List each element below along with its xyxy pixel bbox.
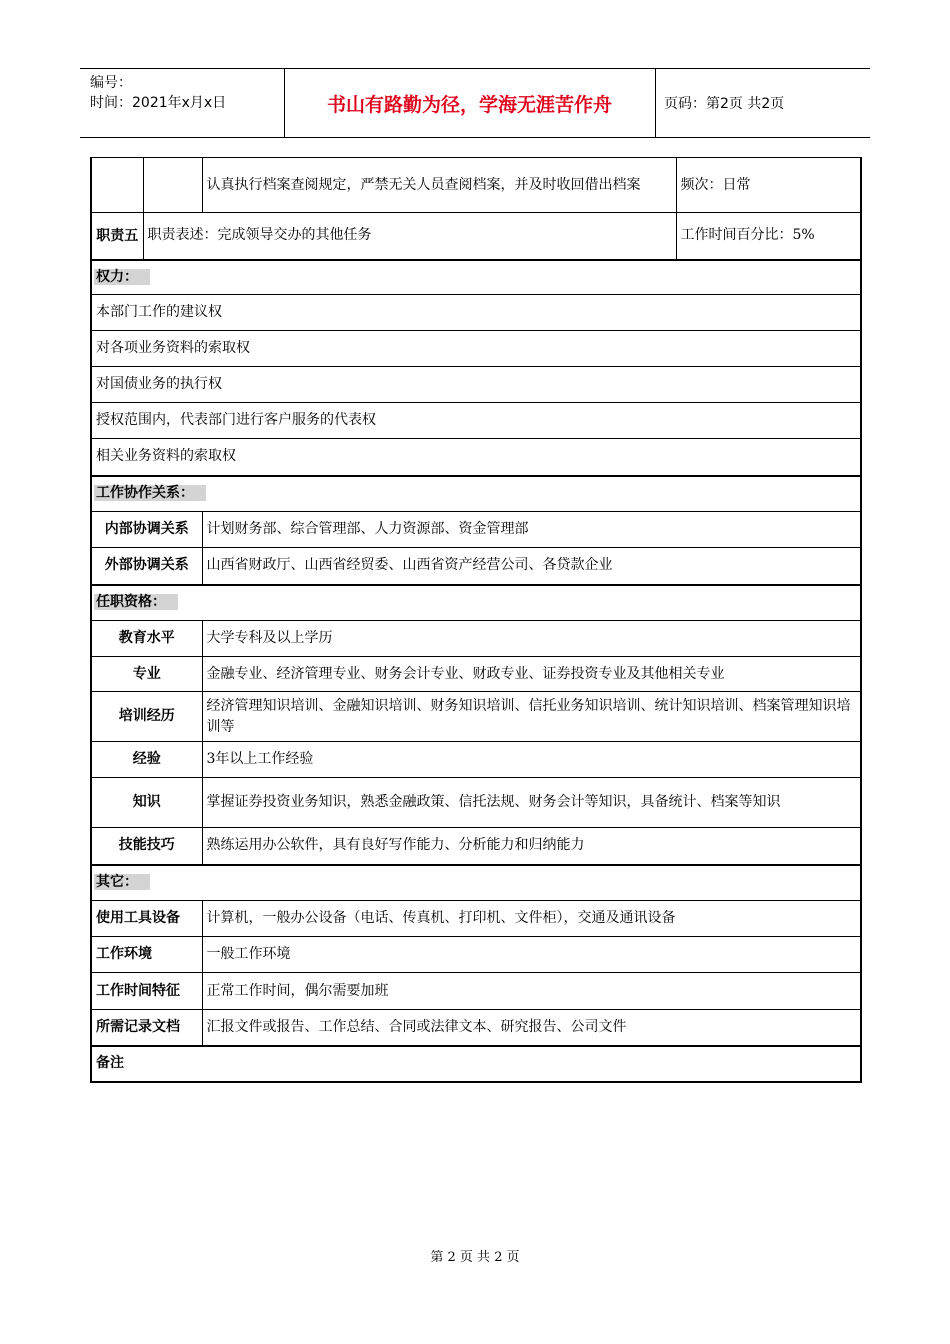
power-item: 授权范围内，代表部门进行客户服务的代表权 (91, 403, 861, 439)
other-label: 工作时间特征 (91, 973, 202, 1010)
other-value: 汇报文件或报告、工作总结、合同或法律文本、研究报告、公司文件 (202, 1010, 861, 1046)
duty-five-label: 职责五 (91, 213, 143, 260)
time-label: 时间：2021年x月x日 (90, 95, 227, 111)
duty-continued-row (91, 158, 861, 213)
external-relations-row (91, 548, 861, 585)
external-relations-value: 山西省财政厅、山西省经贸委、山西省资产经营公司、各贷款企业 (202, 548, 861, 585)
power-item: 本部门工作的建议权 (91, 295, 861, 331)
header-divider (655, 69, 656, 137)
other-label: 所需记录文档 (91, 1010, 202, 1046)
qualifications-section-title: 任职资格： (91, 585, 861, 621)
relations-section-title: 工作协作关系： (91, 476, 861, 512)
qualification-value: 掌握证券投资业务知识，熟悉金融政策、信托法规、财务会计等知识，具备统计、档案等知识 (202, 778, 861, 828)
other-row (91, 937, 861, 973)
other-value: 一般工作环境 (202, 937, 861, 973)
duty-continued-frequency: 频次：日常 (676, 158, 861, 213)
duty-continued-sub-cell (143, 158, 202, 213)
power-item: 对各项业务资料的索取权 (91, 331, 861, 367)
page-header (80, 68, 870, 138)
qualification-value: 大学专科及以上学历 (202, 621, 861, 657)
other-label: 使用工具设备 (91, 901, 202, 937)
header-page-number: 页码：第2页 共2页 (664, 96, 785, 112)
relations-section-row (91, 476, 861, 512)
other-value: 正常工作时间，偶尔需要加班 (202, 973, 861, 1010)
power-item-row (91, 367, 861, 403)
duty-five-description: 职责表述：完成领导交办的其他任务 (143, 213, 676, 260)
other-row (91, 1010, 861, 1046)
qualification-row (91, 742, 861, 778)
qualification-value: 经济管理知识培训、金融知识培训、财务知识培训、信托业务知识培训、统计知识培训、档案管理知识培训等 (202, 692, 861, 742)
power-item-row (91, 439, 861, 476)
other-section-row (91, 865, 861, 901)
external-relations-label: 外部协调关系 (91, 548, 202, 585)
powers-section-title: 权力： (91, 260, 861, 295)
power-item-row (91, 403, 861, 439)
header-meta (90, 73, 280, 113)
other-row (91, 973, 861, 1010)
power-item-row (91, 295, 861, 331)
qualification-row (91, 778, 861, 828)
qualification-value: 熟练运用办公软件，具有良好写作能力、分析能力和归纳能力 (202, 828, 861, 865)
other-row (91, 901, 861, 937)
qualification-row (91, 828, 861, 865)
qualification-label: 经验 (91, 742, 202, 778)
duty-continued-label-cell (91, 158, 143, 213)
qualifications-section-row (91, 585, 861, 621)
power-item-row (91, 331, 861, 367)
internal-relations-value: 计划财务部、综合管理部、人力资源部、资金管理部 (202, 512, 861, 548)
duty-continued-content: 认真执行档案查阅规定，严禁无关人员查阅档案，并及时收回借出档案 (202, 158, 676, 213)
other-value: 计算机，一般办公设备（电话、传真机、打印机、文件柜），交通及通讯设备 (202, 901, 861, 937)
internal-relations-label: 内部协调关系 (91, 512, 202, 548)
job-description-table (90, 157, 862, 1083)
qualification-label: 技能技巧 (91, 828, 202, 865)
qualification-value: 3年以上工作经验 (202, 742, 861, 778)
qualification-row (91, 621, 861, 657)
remarks-row (91, 1046, 861, 1082)
header-motto: 书山有路勤为径，学海无涯苦作舟 (326, 93, 612, 116)
other-section-title: 其它： (91, 865, 861, 901)
remarks-title: 备注 (91, 1046, 861, 1082)
power-item: 相关业务资料的索取权 (91, 439, 861, 476)
qualification-row (91, 657, 861, 692)
duty-five-time-percent: 工作时间百分比：5% (676, 213, 861, 260)
qualification-row (91, 692, 861, 742)
duty-five-row (91, 213, 861, 260)
other-label: 工作环境 (91, 937, 202, 973)
qualification-value: 金融专业、经济管理专业、财务会计专业、财政专业、证券投资专业及其他相关专业 (202, 657, 861, 692)
qualification-label: 知识 (91, 778, 202, 828)
power-item: 对国债业务的执行权 (91, 367, 861, 403)
qualification-label: 专业 (91, 657, 202, 692)
internal-relations-row (91, 512, 861, 548)
powers-section-row (91, 260, 861, 295)
qualification-label: 培训经历 (91, 692, 202, 742)
serial-label: 编号： (90, 75, 132, 91)
qualification-label: 教育水平 (91, 621, 202, 657)
page-footer: 第 2 页 共 2 页 (430, 1250, 520, 1265)
